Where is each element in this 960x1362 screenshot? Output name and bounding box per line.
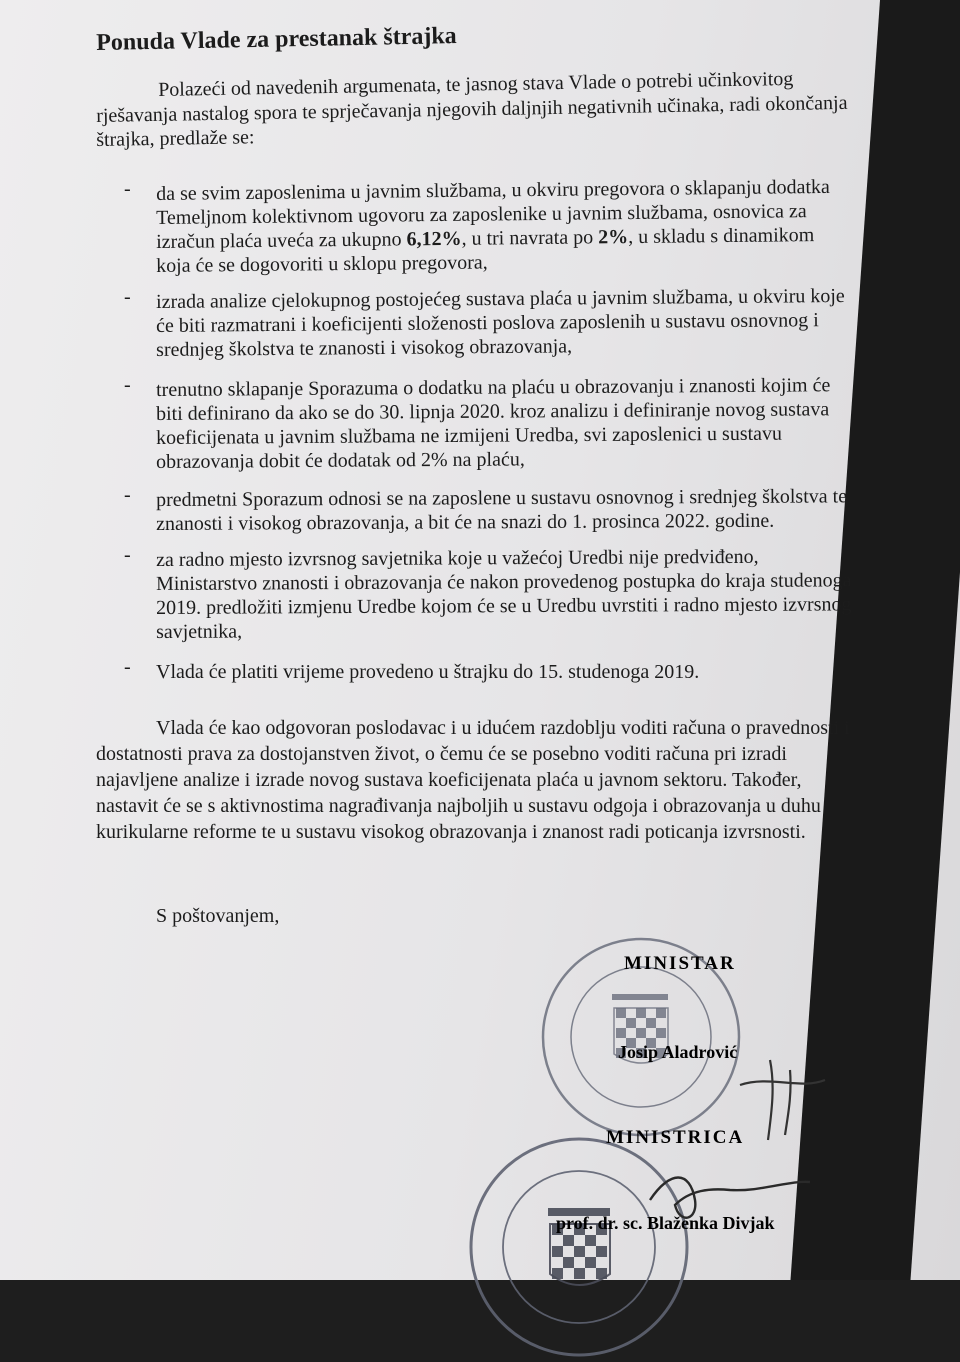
bullet-line: predmetni Sporazum odnosi se na zaposlene u sustavu osnovnog i srednjeg školstva te — [156, 485, 848, 511]
bullet-line: 2019. predložiti izmjenu Uredbe kojom će se u Uredbu uvrstiti i radno mjesto izvrsnog — [156, 593, 852, 619]
bullet-line: Temeljnom kolektivnom ugovoru za zaposlenike u javnim službama, osnovica za — [156, 200, 807, 229]
signatory-name: prof. dr. sc. Blaženka Divjak — [556, 1213, 775, 1233]
bullet-line: Ministarstvo znanosti i obrazovanja će nakon provedenog postupka do kraja studenoga — [156, 569, 852, 595]
signatory-role: MINISTAR — [624, 953, 736, 974]
salutation: S poštovanjem, — [156, 905, 280, 927]
bullet-line: izračun plaća uveća za ukupno 6,12%, u tri navrata po 2%, u skladu s dinamikom — [156, 224, 815, 253]
intro-line: rješavanja nastalog spora te sprječavanja njegovih daljnjih negativnih učinaka, radi okončanja — [96, 91, 848, 127]
bullet-marker: - — [124, 656, 131, 678]
closing-line: kurikularne reforme te u sustavu visokog obrazovanja i znanost radi poticanja izvrsnosti. — [96, 821, 806, 843]
bullet-line: da se svim zaposlenima u javnim službama, u okviru pregovora o sklapanju dodatka — [156, 175, 830, 205]
intro-line: Polazeći od navedenih argumenata, te jasnog stava Vlade o potrebi učinkovitog — [158, 67, 794, 101]
bullet-marker: - — [124, 544, 131, 566]
bullet-marker: - — [124, 374, 131, 396]
document-title: Ponuda Vlade za prestanak štrajka — [96, 23, 457, 56]
bullet-line: izrada analize cjelokupnog postojećeg sustava plaća u javnim službama, u okviru koje — [156, 284, 845, 313]
bullet-line: biti definirano da ako se do 30. lipnja 2020. kroz analizu i definiranje novog sustava — [156, 398, 830, 425]
bold-value: 2% — [598, 226, 629, 249]
bullet-line: obrazovanja dobit će dodatak od 2% na plaću, — [156, 448, 525, 473]
bullet-line: znanosti i visokog obrazovanja, a bit će na snazi do 1. prosinca 2022. godine. — [156, 509, 775, 535]
bullet-line: Vlada će platiti vrijeme provedeno u štrajku do 15. studenoga 2019. — [156, 661, 700, 683]
bullet-line: koja će se dogovoriti u sklopu pregovora, — [156, 251, 488, 277]
signatory-role: MINISTRICA — [606, 1127, 745, 1148]
bullet-line: trenutno sklapanje Sporazuma o dodatku na plaću u obrazovanju i znanosti kojim će — [156, 374, 831, 401]
bullet-marker: - — [124, 286, 131, 308]
signatory-name: Josip Aladrović — [618, 1042, 738, 1062]
closing-line: dostatnosti prava za dostojanstven život, o čemu će se posebno voditi računa pri izradi — [96, 743, 787, 765]
closing-line: nastavit će se s aktivnostima nagrađivanja najboljih u sustavu odgoja i obrazovanja u duhu — [96, 795, 821, 817]
bullet-line: će biti razmatrani i koeficijenti složenosti poslova zaposlenih u sustavu osnovnog i — [156, 309, 819, 337]
handwritten-signature-1 — [730, 1055, 840, 1145]
bold-value: 6,12% — [406, 227, 462, 251]
bullet-line: srednjeg školstva te znanosti i visokog obrazovanja, — [156, 335, 573, 361]
intro-line: štrajka, predlaže se: — [96, 126, 255, 151]
closing-line: Vlada će kao odgovoran poslodavac i u idućem razdoblju voditi računa o pravednosti i — [156, 717, 850, 739]
bullet-marker: - — [124, 178, 131, 200]
closing-line: najavljene analize i izrade novog sustava koeficijenata plaća u javnom sektoru. Također, — [96, 769, 802, 791]
bullet-line: savjetnika, — [156, 620, 243, 643]
bullet-line: koeficijenata u javnim službama ne izmijeni Uredba, svi zaposlenici u sustavu — [156, 422, 783, 449]
bullet-marker: - — [124, 484, 131, 506]
bullet-line: za radno mjesto izvrsnog savjetnika koje u važećoj Uredbi nije predviđeno, — [156, 545, 759, 571]
